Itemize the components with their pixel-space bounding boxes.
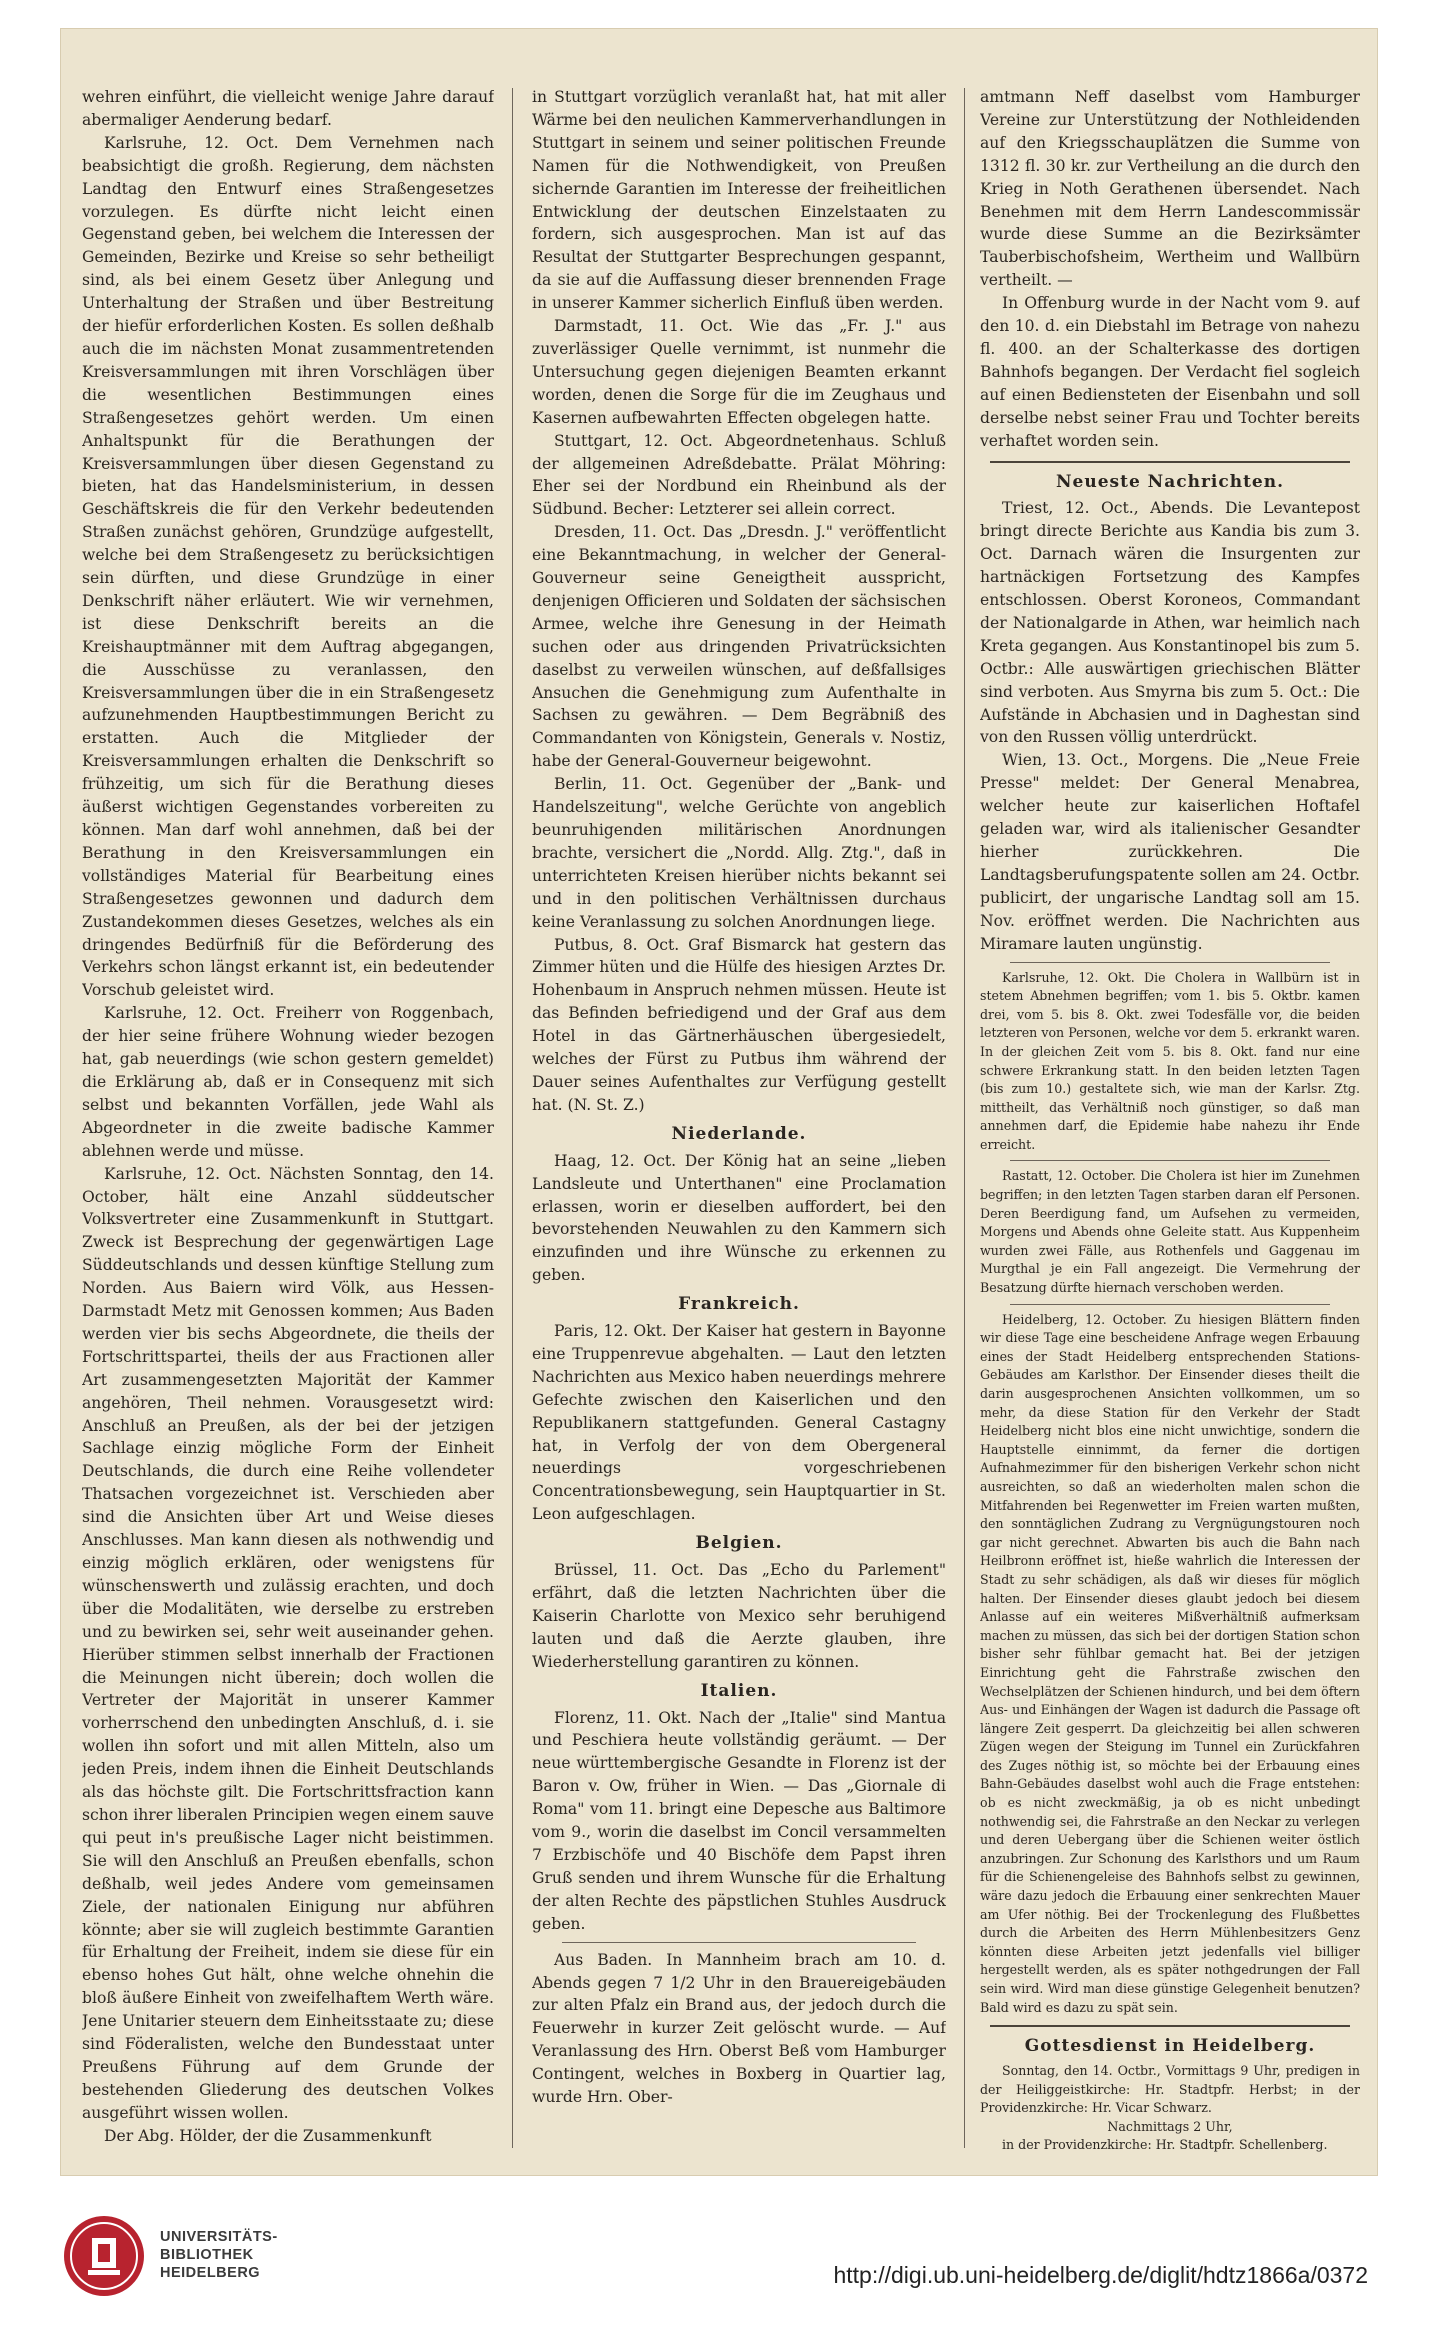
footer: [0, 2176, 1438, 2350]
article-paragraph: Florenz, 11. Okt. Nach der „Italie" sind Mantua und Peschiera heute vollständig geräumt. — Der neue württembergische Gesandte in Florenz ist der Baron v. Ow, früher in Wien. — Das „Giornale di Roma" vom 11. bringt eine Depesche aus Baltimore vom 9., worin die daselbst im Concil versammelten 7 Erzbischöfe und 40 Bischöfe dem Papst ihren Gruß senden und ihrem Wunsche für die Erhaltung der alten Rechte des päpstlichen Stuhles Ausdruck geben.: [532, 1708, 946, 1933]
article-paragraph: Der Abg. Hölder, der die Zusammenkunft: [104, 2126, 432, 2145]
source-url-link[interactable]: http://digi.ub.uni-heidelberg.de/diglit/hdtz1866a/0372: [833, 2262, 1368, 2288]
article-paragraph: Paris, 12. Okt. Der Kaiser hat gestern in Bayonne eine Truppenrevue abgehalten. — Laut den letzten Nachrichten aus Mexico haben neuerdings mehrere Gefechte zwischen den Kaiserlichen und den Republikanern stattgefunden. General Castagny hat, in Verfolg der von dem Obergeneral neuerdings vorgeschriebenen Concentrationsbewegung, sein Hauptquartier in St. Leon aufgeschlagen.: [532, 1322, 946, 1524]
separator-rule: [990, 461, 1350, 463]
small-print-paragraph: Karlsruhe, 12. Okt. Die Cholera in Wallbürn ist in stetem Abnehmen begriffen; vom 1. bis 5. Oktbr. kamen drei, vom 5. bis 8. Okt. zwei Todesfälle vor, die beiden letzteren von Personen, welche vor dem 5. erkrankt waren. In der gleichen Zeit vom 5. bis 8. Okt. fand nur eine schwere Erkrankung statt. In den beiden letzten Tagen (bis zum 10.) gestaltete sich, wie man der Karlsr. Ztg. mittheilt, das Verhältniß noch günstiger, so daß man annehmen darf, die Epidemie habe nahezu ihr Ende erreicht.: [980, 969, 1360, 1152]
article-paragraph: wehren einführt, die vielleicht wenige Jahre darauf abermaliger Aenderung bedarf.: [82, 88, 494, 129]
separator-rule: [1010, 1160, 1330, 1161]
logo-line: BIBLIOTHEK: [160, 2247, 254, 2263]
article-paragraph: amtmann Neff daselbst vom Hamburger Vereine zur Unterstützung der Nothleidenden auf den Kriegsschauplätzen die Summe von 1312 fl. 30 kr. zur Vertheilung an die durch den Krieg in Noth Gerathenen übersendet. Nach Benehmen mit dem Herrn Landescommissär wurde diese Summe an die Bezirksämter Tauberbischofsheim, Wertheim und Wallbürn vertheilt. —: [980, 88, 1360, 290]
article-paragraph: Darmstadt, 11. Oct. Wie das „Fr. J." aus zuverlässiger Quelle vernimmt, ist nunmehr die Untersuchung gegen diejenigen Beamten erkannt worden, denen die Sorge für die im Zeughaus und Kasernen aufbewahrten Effecten obgelegen hatte.: [532, 317, 946, 427]
article-paragraph: Haag, 12. Oct. Der König hat an seine „lieben Landsleute und Unterthanen" eine Proclamation erlassen, worin er dieselben auffordert, bei den bevorstehenden Neuwahlen zu den Kammern sich einzufinden und ihre Wünsche zu erkennen zu geben.: [532, 1151, 946, 1285]
separator-rule: [562, 1942, 916, 1943]
column-1: [82, 86, 494, 2156]
small-print-paragraph: Rastatt, 12. October. Die Cholera ist hier im Zunehmen begriffen; in den letzten Tagen starben daran elf Personen. Deren Beerdigung fand, um Aufsehen zu vermeiden, Morgens und Abends ohne Geleite statt. Aus Kuppenheim wurden zwei Fälle, aus Rothenfels und Gaggenau im Murgthal je ein Fall angezeigt. Die Vermehrung der Besatzung dürfte hiernach verschoben werden.: [980, 1168, 1360, 1296]
article-paragraph: in Stuttgart vorzüglich veranlaßt hat, hat mit aller Wärme bei den neulichen Kammerverhandlungen in Stuttgart in seinem und seiner politischen Freunde Namen für die Nothwendigkeit, von Preußen sichernde Garantien im Interesse der freiheitlichen Entwicklung der deutschen Einzelstaaten zu fordern, sich ausgesprochen. Man ist auf das Resultat der Stuttgarter Besprechungen gespannt, da sie auf die Auffassung dieser brennenden Frage in unserer Kammer sicherlich Einfluß üben werden.: [532, 88, 946, 313]
section-heading-italien: Italien.: [700, 1680, 778, 1701]
article-paragraph: Dresden, 11. Oct. Das „Dresdn. J." veröffentlicht eine Bekanntmachung, in welcher der General-Gouverneur seine Geneigtheit ausspricht, denjenigen Officieren und Soldaten der sächsischen Armee, welche ihre Genesung in der Heimath suchen oder aus dringenden Privatrücksichten daselbst zu verweilen wünschen, auf deßfallsiges Ansuchen die Genehmigung zum Aufenthalte in Sachsen zu gewähren. — Dem Begräbniß des Commandanten von Königstein, Generals v. Nostiz, habe der General-Gouverneur beigewohnt.: [532, 523, 946, 771]
article-paragraph: Putbus, 8. Oct. Graf Bismarck hat gestern das Zimmer hüten und die Hülfe des hiesigen Arztes Dr. Hohenbaum in Anspruch nehmen müssen. Heute ist das Befinden befriedigend und der Graf aus dem Hotel in das Gärtnerhäuschen übergesiedelt, welches der Fürst zu Putbus ihm während der Dauer seines Aufenthaltes zur Verfügung gestellt hat. (N. St. Z.): [532, 935, 946, 1114]
service-line: in der Providenzkirche: Hr. Stadtpfr. Schellenberg.: [1002, 2137, 1328, 2153]
small-print-paragraph: Heidelberg, 12. October. Zu hiesigen Blättern finden wir diese Tage eine bescheidene Anfrage wegen Erbauung eines der Stadt Heidelberg entsprechenden Stations-Gebäudes am Karlsthor. Der Einsender dieses theilt die darin ausgesprochenen Ansichten vollkommen, um so mehr, da diese Station für den Verkehr der Stadt Heidelberg nicht blos eine nicht unwichtige, sondern die Hauptstelle einnimmt, da ferner die dortigen Aufnahmezimmer für den bisherigen Verkehr schon nicht ausreichten, so daß an wiederholten malen schon die Mitfahrenden bei Regenwetter im Freien warten mußten, den sonntäglichen Zudrang zu Vergnügungstouren noch gar nicht gerechnet. Abwarten bis auch die Bahn nach Heilbronn eröffnet ist, hieße wahrlich die Interessen der Stadt zu sehr schädigen, als daß wir dieses für möglich halten. Der Einsender dieses glaubt jedoch bei diesem Anlasse auf ein weiteres Mißverhältniß aufmerksam machen zu müssen, das sich bei der dortigen Station schon bisher sehr fühlbar gemacht hat. Bei der jetzigen Einrichtung geht die Fahrstraße zwischen den Wechselplätzen der Schienen hindurch, und bei dem öftern Aus- und Einhängen der Wagen ist dadurch die Passage oft längere Zeit gesperrt. Da gleichzeitig bei allen schweren Zügen wegen der Steigung im Tunnel ein Zurückfahren des Zuges nöthig ist, so möchte bei der Erbauung eines Bahn-Gebäudes daselbst wohl auch die Frage entstehen: ob es nicht zweckmäßig, ja ob es nicht unbedingt nothwendig sei, die Fahrstraße an den Neckar zu verlegen und deren Uebergang über die Schienen weiter östlich anzubringen. Zur Schonung des Karlsthors und um Raum für die Schienengeleise des Bahnhofs selbst zu gewinnen, wäre dazu jedoch die Erbauung einer senkrechten Mauer am Ufer nöthig. Bei der Trockenlegung des Flußbettes durch die Arbeiten des Herrn Mühlenbesitzers Genz könnten diese Arbeiten jetzt jedenfalls viel billiger hergestellt werden, als es später nothgedrungen der Fall sein wird. Wird man diese günstige Gelegenheit benutzen? Bald wird es dazu zu spät sein.: [980, 1311, 1360, 2015]
article-paragraph: Karlsruhe, 12. Oct. Freiherr von Roggenbach, der hier seine frühere Wohnung wieder bezogen hat, gab neuerdings (wie schon gestern gemeldet) die Erklärung ab, daß er in Consequenz mit sich selbst und bekannten Vorfällen, jede Wahl als Abgeordneter in die zweite badische Kammer ablehnen werde und müsse.: [82, 1004, 494, 1160]
column-divider-1: [512, 88, 513, 2148]
column-divider-2: [964, 88, 965, 2148]
article-paragraph: Aus Baden. In Mannheim brach am 10. d. Abends gegen 7 1/2 Uhr in den Brauereigebäuden zur alten Pfalz ein Brand aus, der jedoch durch die Feuerwehr in kurzer Zeit gelöscht wurde. — Auf Veranlassung des Hrn. Oberst Beß vom Hamburger Contingent, welches in Boxberg in Quartier lag, wurde Hrn. Ober-: [532, 1950, 946, 2107]
separator-rule: [990, 2025, 1350, 2027]
logo-line: HEIDELBERG: [160, 2265, 261, 2281]
article-paragraph: Karlsruhe, 12. Oct. Nächsten Sonntag, den 14. October, hält eine Anzahl süddeutscher Volksvertreter eine Zusammenkunft in Stuttgart. Zweck ist Besprechung der gegenwärtigen Lage Süddeutschlands und dessen künftige Stellung zum Norden. Aus Baiern wird Völk, aus Hessen-Darmstadt Metz mit Genossen kommen; Aus Baden werden vier bis sechs Abgeordnete, die theils der Fortschrittspartei, theils der aus Fractionen aller Art zusammengesetzten Majorität der Kammer angehören, Theil nehmen. Vorausgesetzt wird: Anschluß an Preußen, als der bei der jetzigen Sachlage einzig mögliche Form der Einheit Deutschlands, die durch eine Reihe vollendeter Thatsachen vorgezeichnet ist. Verschieden aber sind die Ansichten über Art und Weise dieses Anschlusses. Man kann diesen als nothwendig und einzig möglich erklären, oder wenigstens für wünschenswerth und zulässig erachten, und doch über die Modalitäten, wie derselbe zu erstreben und zu bewirken sei, sehr weit auseinander gehen. Hierüber stimmen selbst innerhalb der Fractionen die Meinungen nicht überein; doch wollen die Vertreter der Majorität in unserer Kammer vorherrschend den unbedingten Anschluß, d. i. sie wollen ihn sofort und mit allen Mitteln, also um jeden Preis, indem ihnen die Einheit Deutschlands als das höchste gilt. Die Fortschrittsfraction kann schon ihrer liberalen Principien wegen einem sauve qui peut in's preußische Lager nicht beistimmen. Sie will den Anschluß an Preußen ebenfalls, schon deßhalb, weil jedes Andere vom gemeinsamen Ziele, der nationalen Einigung nur abführen könnte; aber sie will zugleich bestimmte Garantien für Erhaltung der Freiheit, indem sie diese für ein ebenso hohes Gut hält, ohne welche ohnehin die bloß äußere Einheit von zweifelhaftem Werth wäre. Jene Unitarier steuern dem Einheitsstaate zu; diese sind Föderalisten, welche den Bundesstaat unter Preußens Führung auf dem Grunde der bestehenden Gliederung des deutschen Volkes ausgeführt wissen wollen.: [82, 1164, 494, 2122]
section-heading-neueste-nachrichten: Neueste Nachrichten.: [1055, 471, 1285, 492]
logo-line: UNIVERSITÄTS-: [160, 2229, 278, 2245]
article-paragraph: In Offenburg wurde in der Nacht vom 9. auf den 10. d. ein Diebstahl im Betrage von nahezu fl. 400. an der Schalterkasse des dortigen Bahnhofs begangen. Der Verdacht fiel sogleich auf einen Bediensteten der Eisenbahn und soll derselbe nebst seiner Frau und Tochter bereits verhaftet worden sein.: [980, 294, 1360, 450]
article-paragraph: Wien, 13. Oct., Morgens. Die „Neue Freie Presse" meldet: Der General Menabrea, welcher heute zur kaiserlichen Hoftafel geladen war, wird als italienischer Gesandter hierher zurückkehren. Die Landtagsberufungspatente sollen am 24. Octbr. publicirt, der ungarische Landtag soll am 15. Nov. eröffnet werden. Die Nachrichten aus Miramare lauten ungünstig.: [980, 751, 1360, 953]
separator-rule: [1010, 1304, 1330, 1305]
separator-rule: [1010, 962, 1330, 963]
column-3: [980, 86, 1360, 2156]
article-paragraph: Berlin, 11. Oct. Gegenüber der „Bank- und Handelszeitung", welche Gerüchte von angeblich beunruhigenden militärischen Anordnungen brachte, versichert die „Nordd. Allg. Ztg.", daß in unterrichteten Kreisen hierüber nichts bekannt sei und in den politischen Verhältnissen durchaus keine Veranlassung zu solchen Anordnungen liege.: [532, 775, 946, 931]
article-paragraph: Triest, 12. Oct., Abends. Die Levantepost bringt directe Berichte aus Kandia bis zum 3. Oct. Darnach wären die Insurgenten zur hartnäckigen Fortsetzung des Kampfes entschlossen. Oberst Koroneos, Commandant der Nationalgarde in Athen, war heimlich nach Kreta gegangen. Aus Konstantinopel bis zum 5. Octbr.: Alle auswärtigen griechischen Blätter sind verboten. Aus Smyrna bis zum 5. Oct.: Die Aufstände in Abchasien und in Daghestan sind von den Russen völlig unterdrückt.: [980, 499, 1360, 747]
service-line: Sonntag, den 14. Octbr., Vormittags 9 Uhr, predigen in der Heiliggeistkirche: Hr. Stadtpfr. Herbst; in der Providenzkirche: Hr. Vicar Schwarz.: [980, 2063, 1360, 2116]
article-paragraph: Karlsruhe, 12. Oct. Dem Vernehmen nach beabsichtigt die großh. Regierung, dem nächsten Landtag den Entwurf eines Straßengesetzes vorzulegen. Es dürfte nicht leicht einen Gegenstand geben, bei welchem die Interessen der Gemeinden, Bezirke und Kreise so sehr betheiligt sind, als bei einem Gesetz über Anlegung und Unterhaltung der Straßen und über Bestreitung der hiefür erforderlichen Kosten. Es sollen deßhalb auch die im nächsten Monat zusammentretenden Kreisversammlungen mit ihren Vorschlägen über die wesentlichen Bestimmungen eines Straßengesetzes gehört werden. Um einen Anhaltspunkt für die Berathungen der Kreisversammlungen über diesen Gegenstand zu bieten, hat das Handelsministerium, in dessen Geschäftskreis die für den Verkehr bedeutenden Straßen zunächst gehören, Grundzüge aufgestellt, welche bei dem Straßengesetz zu berücksichtigen sein dürften, und diese Grundzüge in einer Denkschrift näher erläutert. Wie wir vernehmen, ist diese Denkschrift bereits an die Kreishauptmänner mit dem Auftrag abgegangen, die Ausschüsse zu veranlassen, den Kreisversammlungen über die in ein Straßengesetz aufzunehmenden Hauptbestimmungen Bericht zu erstatten. Auch die Mitglieder der Kreisversammlungen erhalten die Denkschrift so frühzeitig, um sich für die Berathung dieses äußerst wichtigen Gegenstandes vorbereiten zu können. Man darf wohl annehmen, daß bei der Berathung in den Kreisversammlungen ein vollständiges Material für Bearbeitung eines Straßengesetzes gewonnen und dadurch dem Zustandekommen dieses Gesetzes, welches als ein dringendes Bedürfniß für die Beförderung des Verkehrs schon längst erkannt ist, ein bedeutender Vorschub geleistet wird.: [82, 133, 494, 1000]
library-logo-text: [160, 2228, 278, 2282]
university-seal-icon: [62, 2214, 146, 2298]
service-line: [980, 2155, 1360, 2156]
section-heading-gottesdienst: Gottesdienst in Heidelberg.: [1024, 2036, 1316, 2057]
scanned-page: [60, 28, 1378, 2176]
section-heading-belgien: Belgien.: [695, 1533, 783, 1554]
article-paragraph: Brüssel, 11. Oct. Das „Echo du Parlement" erfährt, daß die letzten Nachrichten über die Kaiserin Charlotte von Mexico sehr beruhigend lauten und daß die Aerzte glauben, ihre Wiederherstellung garantiren zu können.: [532, 1561, 946, 1671]
article-paragraph: Stuttgart, 12. Oct. Abgeordnetenhaus. Schluß der allgemeinen Adreßdebatte. Prälat Möhring: Eher sei der Nordbund ein Rheinbund als der Südbund. Becher: Letzterer sei allein correct.: [532, 431, 946, 519]
service-line: Nachmittags 2 Uhr,: [1107, 2118, 1233, 2134]
section-heading-frankreich: Frankreich.: [678, 1294, 800, 1315]
column-2: [532, 86, 946, 2156]
section-heading-niederlande: Niederlande.: [671, 1123, 807, 1144]
